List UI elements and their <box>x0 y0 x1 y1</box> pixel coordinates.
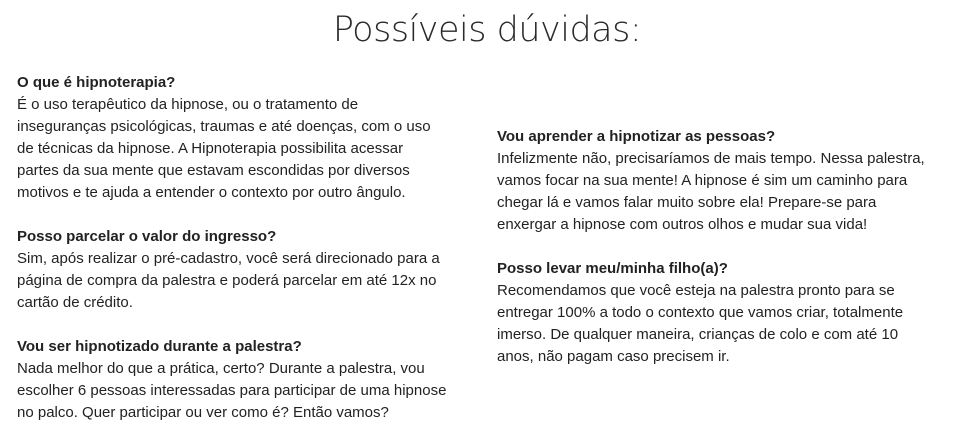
answer-line: página de compra da palestra e poderá parcelar em até 12x no <box>17 272 437 289</box>
faq-item-filho <box>497 258 959 368</box>
answer-line: Recomendamos que você esteja na palestra pronto para se <box>497 282 895 299</box>
answer-line: É o uso terapêutico da hipnose, ou o tratamento de <box>17 96 359 113</box>
answer-line: enxergar a hipnose com outros olhos e mudar sua vida! <box>497 216 868 233</box>
answer-line: entregar 100% a todo o contexto que vamos criar, totalmente <box>497 304 904 321</box>
faq-answer <box>17 358 479 424</box>
answer-line: partes da sua mente que estavam escondidas por diversos <box>17 162 410 179</box>
answer-line: Infelizmente não, precisaríamos de mais tempo. Nessa palestra, <box>497 150 925 167</box>
faq-item-aprender <box>497 126 959 236</box>
faq-answer <box>17 94 479 204</box>
faq-item-hipnotizado <box>17 336 479 424</box>
answer-line: imerso. De qualquer maneira, crianças de colo e com até 10 <box>497 326 899 343</box>
page-title: Possíveis dúvidas: <box>332 10 642 50</box>
faq-question: O que é hipnoterapia? <box>17 74 176 91</box>
faq-question: Vou aprender a hipnotizar as pessoas? <box>497 128 776 145</box>
faq-question: Posso levar meu/minha filho(a)? <box>497 260 728 277</box>
faq-question: Vou ser hipnotizado durante a palestra? <box>17 338 302 355</box>
faq-answer <box>497 280 959 368</box>
faq-item-hipnoterapia <box>17 72 479 204</box>
answer-line: vamos focar na sua mente! A hipnose é sim um caminho para <box>497 172 908 189</box>
answer-line: escolher 6 pessoas interessadas para participar de uma hipnose <box>17 382 447 399</box>
faq-column-left <box>17 72 479 446</box>
faq-column-right <box>497 126 959 390</box>
answer-line: motivos e te ajuda a entender o contexto por outro ângulo. <box>17 184 406 201</box>
answer-line: Sim, após realizar o pré-cadastro, você será direcionado para a <box>17 250 440 267</box>
faq-answer <box>497 148 959 236</box>
faq-item-parcelar <box>17 226 479 314</box>
answer-line: cartão de crédito. <box>17 294 133 311</box>
faq-question: Posso parcelar o valor do ingresso? <box>17 228 277 245</box>
answer-line: anos, não pagam caso precisem ir. <box>497 348 730 365</box>
answer-line: no palco. Quer participar ou ver como é? Então vamos? <box>17 404 389 421</box>
answer-line: Nada melhor do que a prática, certo? Durante a palestra, vou <box>17 360 425 377</box>
answer-line: chegar lá e vamos falar muito sobre ela! Prepare-se para <box>497 194 877 211</box>
answer-line: de técnicas da hipnose. A Hipnoterapia possibilita acessar <box>17 140 404 157</box>
faq-answer <box>17 248 479 314</box>
answer-line: inseguranças psicológicas, traumas e até doenças, com o uso <box>17 118 431 135</box>
